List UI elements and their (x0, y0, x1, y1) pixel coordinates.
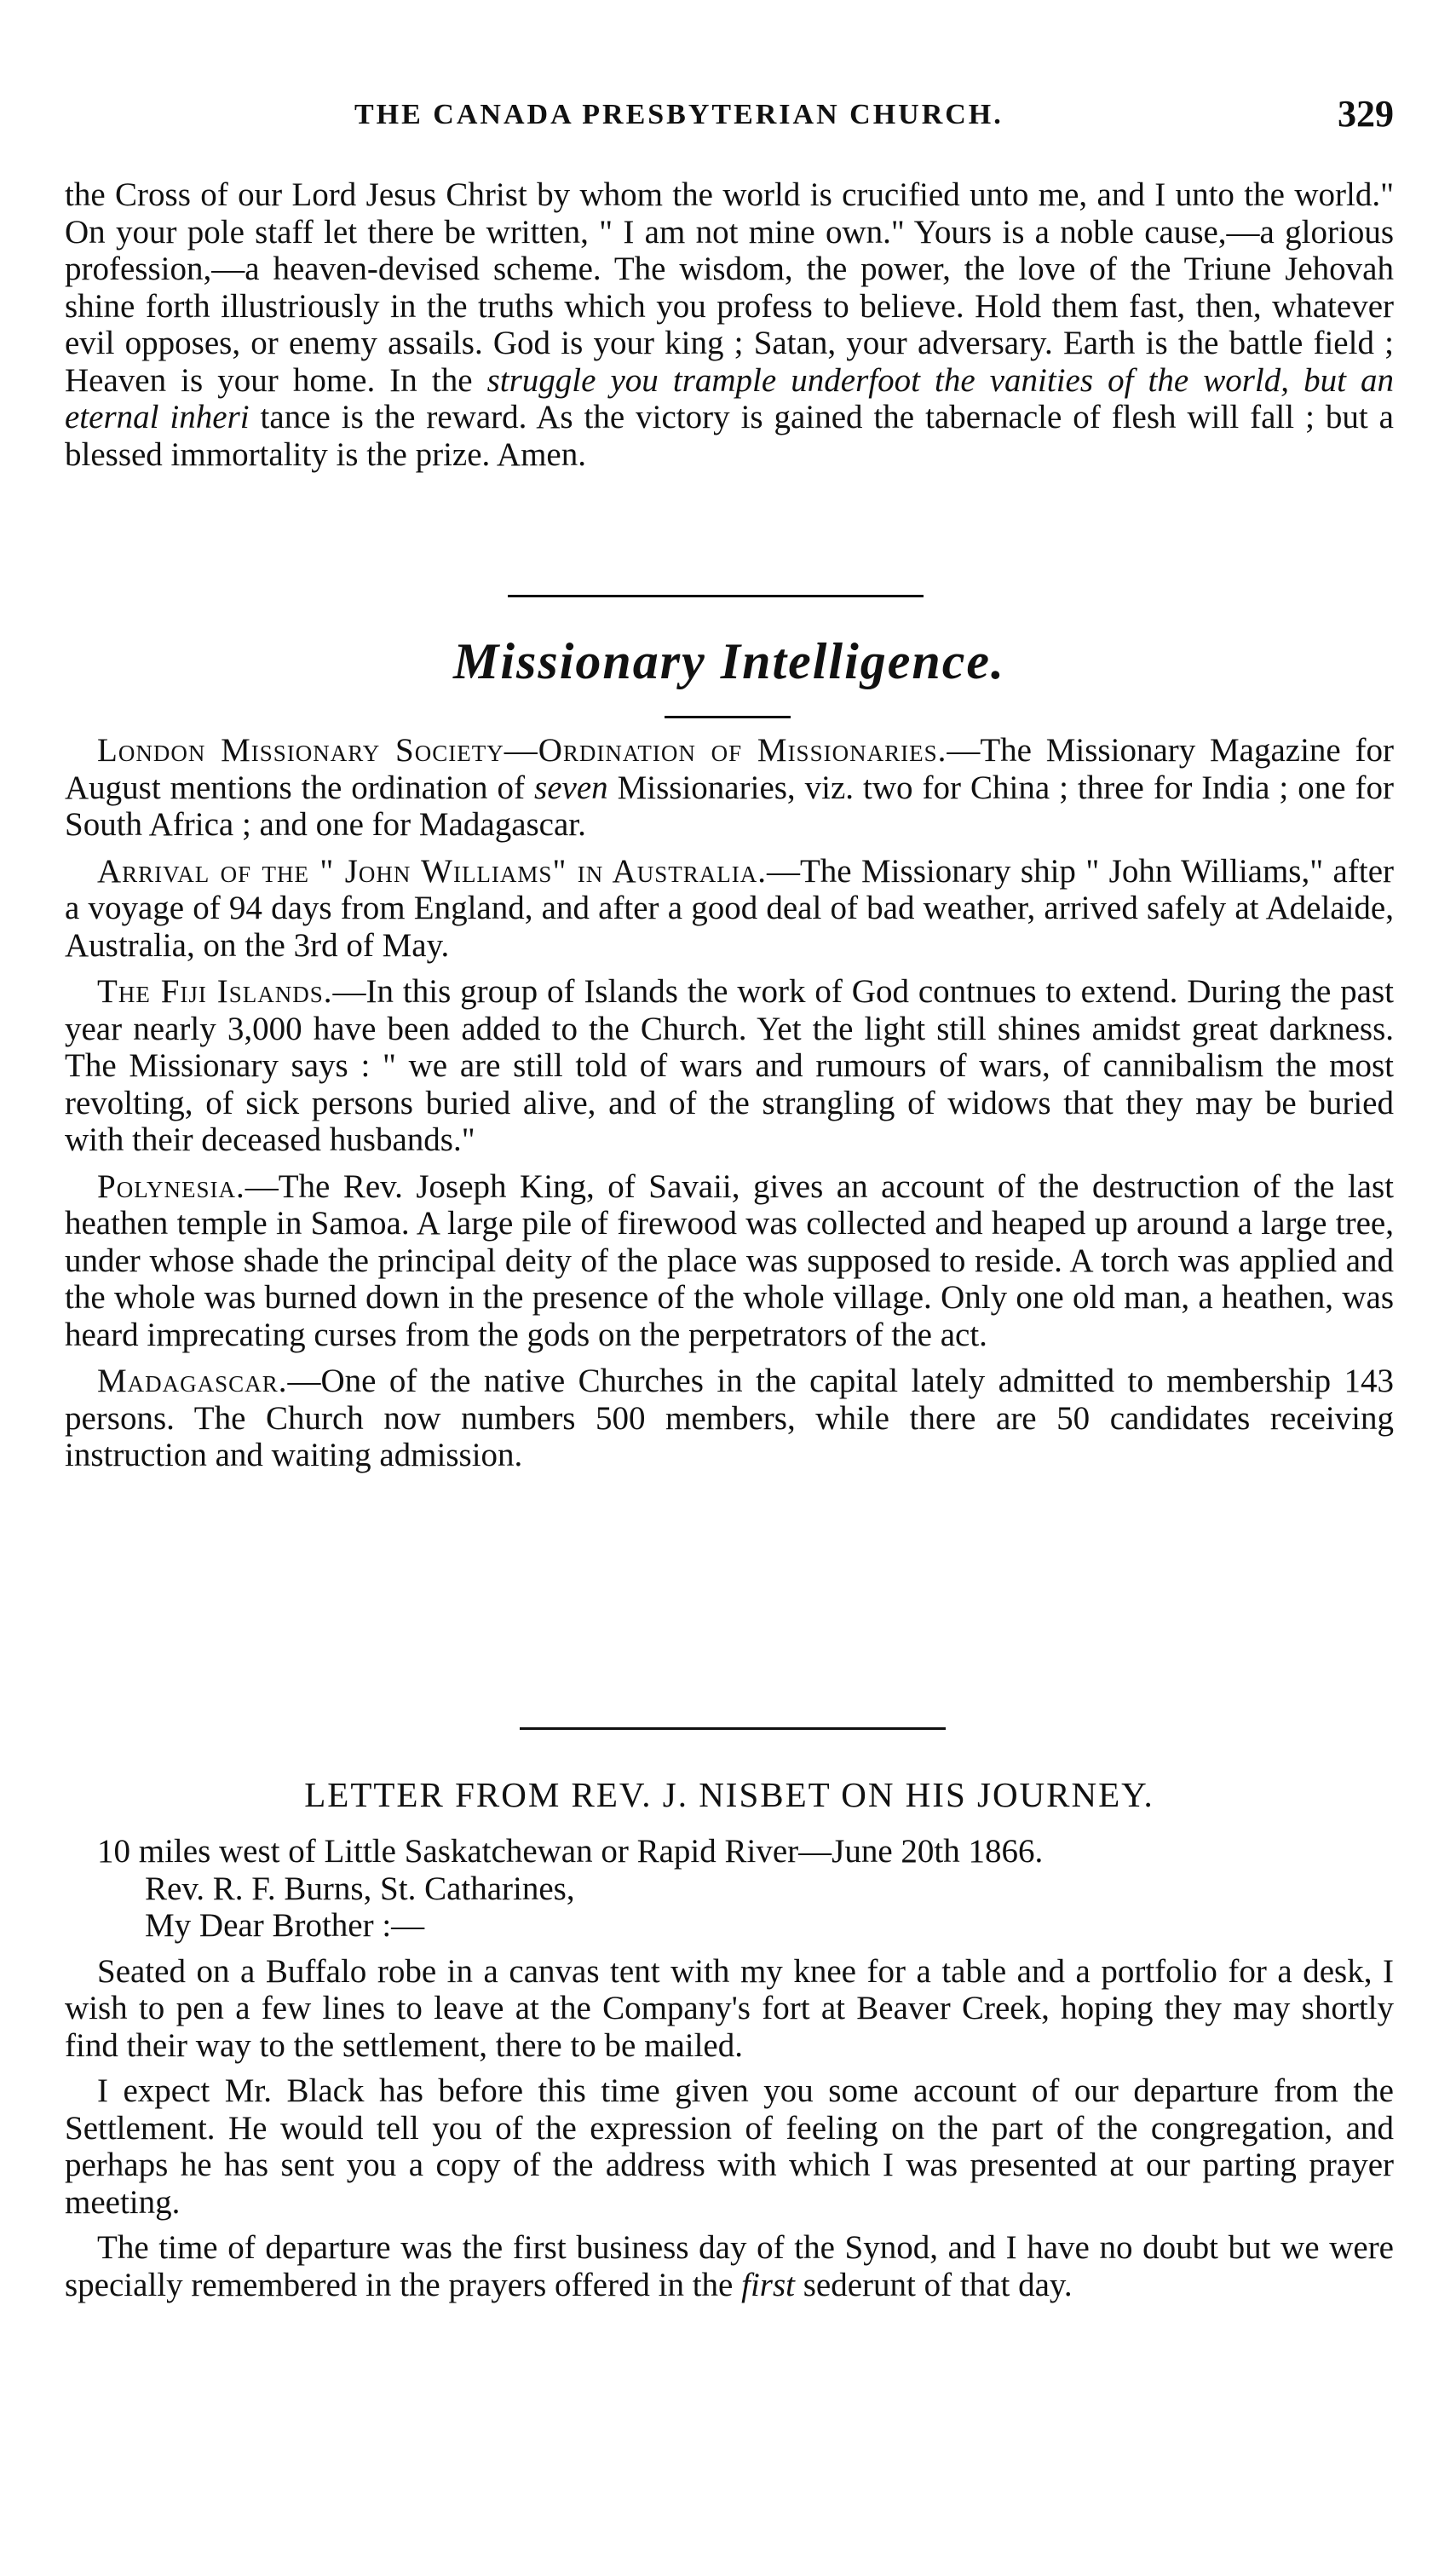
news-item-text: —The Missionary Magazine for August mentions the ordination of (65, 732, 1394, 806)
sermon-text-start: the Cross of our Lord Jesus Christ by whom the world is crucified unto me, and I unto the world." On your pole staff let there be written, " I am not mine own." Yours is a noble cause,—a glorious profession,—a heaven-devised scheme. The wisdom, the power, the love of the Triune Jehovah shine forth illustriously in the truths which you profess to believe. Hold them fast, then, whatever evil opposes, or enemy assails. God is your king ; Satan, your adversary. Earth is the battle field ; Heaven is your home. In the (65, 176, 1394, 399)
title-underline-rule (665, 716, 791, 718)
letter-title: LETTER FROM REV. J. NISBET ON HIS JOURNEY. (304, 1775, 1154, 1814)
news-item-heading: Madagascar. (97, 1363, 288, 1399)
news-item-polynesia (65, 1168, 1394, 1354)
news-item-text: —The Rev. Joseph King, of Savaii, gives an account of the destruction of the last heathen temple in Samoa. A large pile of firewood was collected and heaped up around a large tree, under whose shade the principal deity of the place was supposed to reside. A torch was applied and the whole was burned down in the presence of the whole village. Only one old man, a heathen, was heard imprecating curses from the gods on the perpetrators of the act. (65, 1167, 1394, 1353)
letter-addressee: Rev. R. F. Burns, St. Catharines, (145, 1870, 575, 1907)
letter-paragraph-3-text-end: sederunt of that day. (795, 2266, 1073, 2303)
news-item-text: —In this group of Islands the work of God contnues to extend. During the past year nearly 3,000 have been added to the Church. Yet the light still shines amidst great darkness. The Missionary says : " we are still told of wars and rumours of wars, of cannibalism the most revolting, of sick persons buried alive, and of the strangling of widows that they may be buried with their deceased husbands." (65, 973, 1394, 1158)
news-item-heading: Arrival of the " John Williams" in Australia. (97, 852, 767, 890)
news-item-john-williams (65, 853, 1394, 965)
section-title: Missionary Intelligence. (452, 633, 1006, 689)
section-divider-rule (508, 595, 924, 597)
letter-paragraph-3-text: The time of departure was the first business day of the Synod, and I have no doubt but we were specially remembered in the prayers offered in the (65, 2229, 1394, 2303)
letter-divider-rule (520, 1727, 946, 1730)
letter-paragraph-3-italic: first (741, 2266, 795, 2303)
news-item-text: —The Missionary ship " John Williams," after a voyage of 94 days from England, and after a good deal of bad weather, arrived safely at Adelaide, Australia, on the 3rd of May. (65, 852, 1394, 964)
page-number: 329 (1338, 93, 1394, 135)
news-item-london-missionary-society (65, 732, 1394, 844)
letter-paragraph-2: I expect Mr. Black has before this time given you some account of our departure from the Settlement. He would tell you of the expression of feeling on the part of the congregation, and perhaps he has sent you a copy of the address with which I was presented at our parting prayer meeting. (65, 2072, 1394, 2221)
news-item-madagascar (65, 1363, 1394, 1474)
sermon-conclusion-paragraph (65, 176, 1394, 473)
page-header (65, 90, 1394, 141)
news-item-text-end: Missionaries, viz. two for China ; three for India ; one for South Africa ; and one for Madagascar. (65, 769, 1395, 843)
missionary-intelligence-list (65, 732, 1394, 1484)
letter-dateline: 10 miles west of Little Saskatchewan or Rapid River—June 20th 1866. (97, 1833, 1044, 1870)
running-title: THE CANADA PRESBYTERIAN CHURCH. (354, 99, 1004, 130)
news-item-heading: The Fiji Islands. (97, 973, 333, 1010)
sermon-text-italic: struggle you trample underfoot the vanities of the world, but an eternal inheri (65, 361, 1394, 435)
sermon-conclusion-text (65, 176, 1394, 473)
news-item-fiji-islands (65, 973, 1394, 1159)
letter-paragraph-3 (65, 2229, 1394, 2303)
news-item-text: —One of the native Churches in the capital lately admitted to membership 143 persons. The Church now numbers 500 members, while there are 50 candidates receiving instruction and waiting admission. (65, 1363, 1394, 1473)
news-item-italic: seven (534, 769, 608, 806)
letter-paragraph-1: Seated on a Buffalo robe in a canvas tent with my knee for a table and a portfolio for a desk, I wish to pen a few lines to leave at the Company's fort at Beaver Creek, hoping they may shortly find their way to the settlement, there to be mailed. (65, 1952, 1394, 2064)
news-item-heading: Polynesia. (97, 1167, 245, 1205)
news-item-heading: London Missionary Society—Ordination of Missionaries. (97, 732, 947, 769)
sermon-text-end: tance is the reward. As the victory is gained the tabernacle of flesh will fall ; but a blessed immortality is the prize. Amen. (65, 399, 1394, 473)
letter-salutation: My Dear Brother :— (145, 1907, 425, 1944)
letter-body (65, 1833, 1394, 2303)
